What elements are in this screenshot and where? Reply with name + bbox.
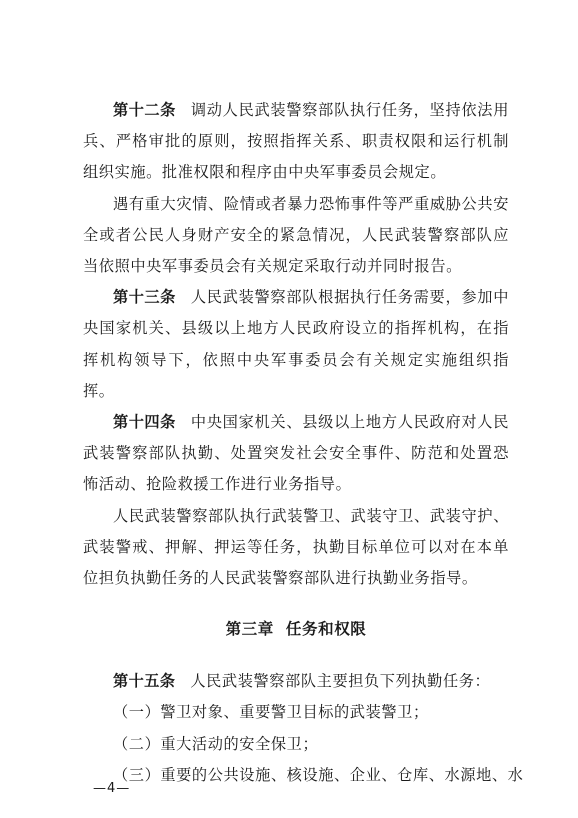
article-14-text: 中央国家机关、县级以上地方人民政府对人民武装警察部队执勤、处置突发社会安全事件、防范和处置恐怖活动、抢险救援工作进行业务指导。: [83, 413, 509, 494]
article-15-text: 人民武装警察部队主要担负下列执勤任务：: [190, 672, 491, 691]
list-item: （二）重大活动的安全保卫；: [113, 734, 319, 753]
article-12-label: 第十二条: [113, 101, 176, 119]
document-body: [83, 95, 524, 791]
article-13: [83, 282, 509, 407]
chapter-heading: [83, 612, 509, 646]
article-15: [83, 666, 509, 697]
article-12-text: 调动人民武装警察部队执行任务，坚持依法用兵、严格审批的原则，按照指挥关系、职责权限和运行机制组织实施。批准权限和程序由中央军事委员会规定。: [83, 101, 509, 182]
article-13-label: 第十三条: [113, 288, 176, 307]
article-15-label: 第十五条: [113, 672, 176, 691]
list-item: （一）警卫对象、重要警卫目标的武装警卫；: [113, 703, 429, 722]
article-14: [83, 407, 509, 501]
article-12-paragraph-2: 遇有重大灾情、险情或者暴力恐怖事件等严重威胁公共安全或者公民人身财产安全的紧急情况，人民武装警察部队应当依照中央军事委员会有关规定采取行动并同时报告。: [83, 194, 509, 276]
article-12: [83, 95, 509, 189]
article-13-text: 人民武装警察部队根据执行任务需要，参加中央国家机关、县级以上地方人民政府设立的指挥机构，在指挥机构领导下，依照中央军事委员会有关规定实施组织指挥。: [83, 288, 509, 400]
page-number: —4—: [93, 781, 131, 796]
list-item: （三）重要的公共设施、核设施、企业、仓库、水源地、水: [113, 765, 524, 784]
article-14-paragraph-2: 人民武装警察部队执行武装警卫、武装守卫、武装守护、武装警戒、押解、押运等任务，执勤目标单位可以对在本单位担负执勤任务的人民武装警察部队进行执勤业务指导。: [83, 506, 509, 588]
chapter-number: 第三章: [225, 620, 274, 639]
article-14-label: 第十四条: [113, 413, 176, 432]
chapter-title: 任务和权限: [285, 620, 367, 639]
